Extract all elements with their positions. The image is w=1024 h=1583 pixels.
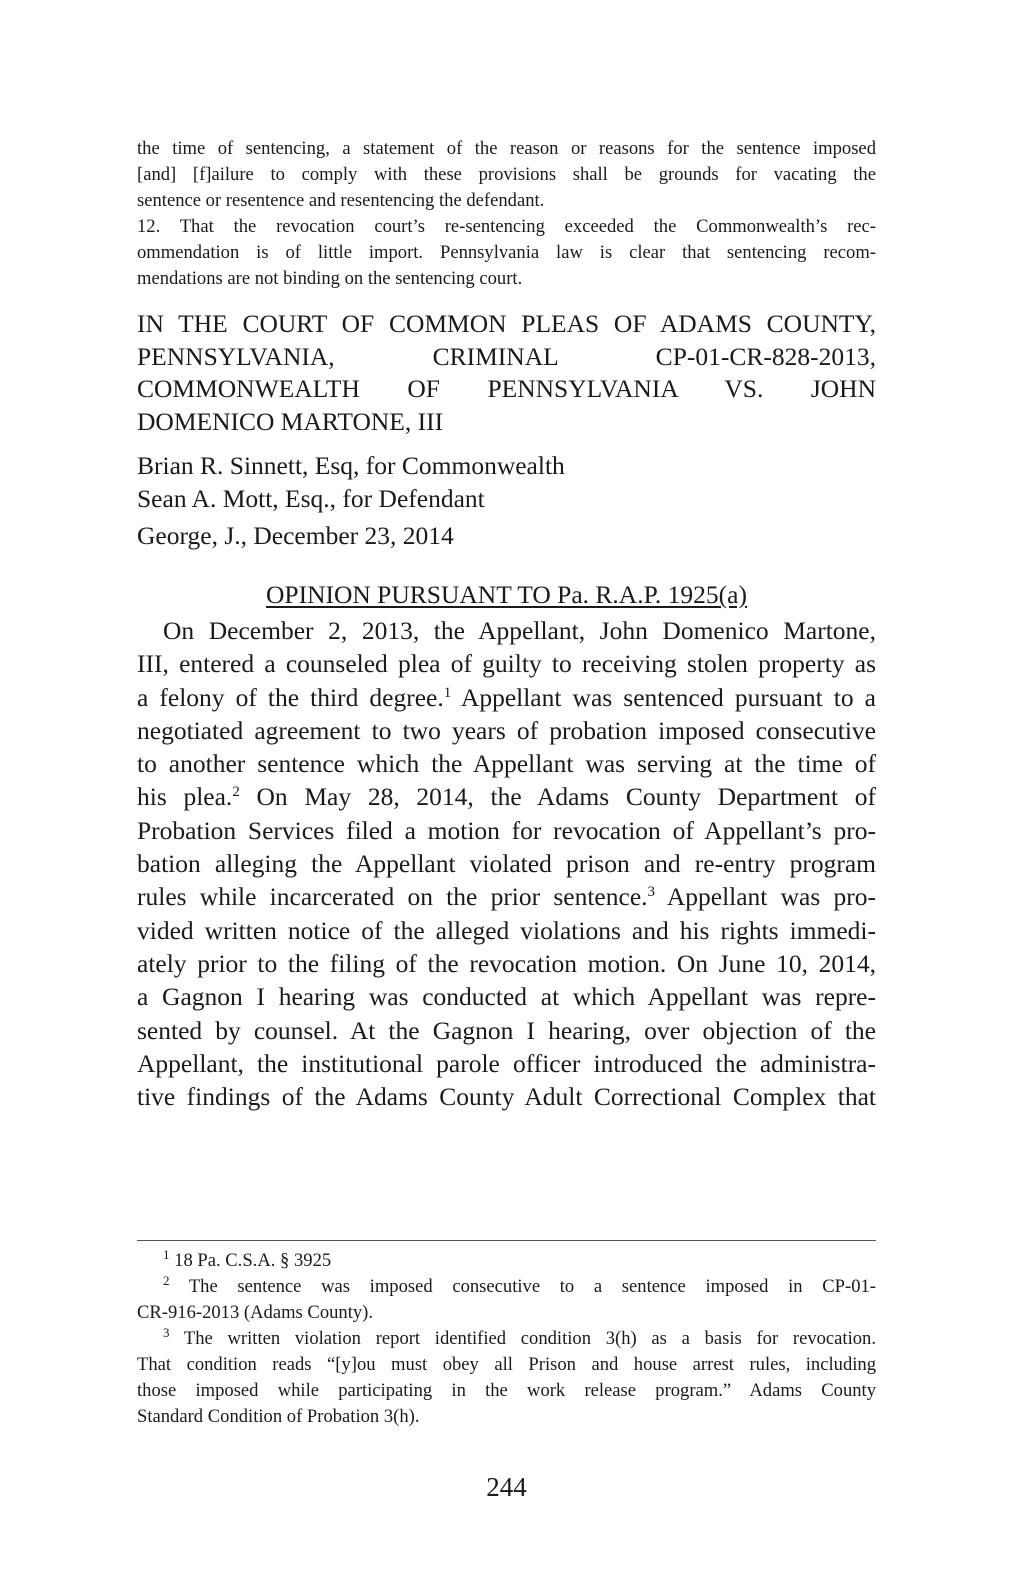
caption-line: DOMENICO MARTONE, III	[137, 406, 444, 436]
body-text-segment: Appellant was sentenced pursuant to a	[451, 682, 877, 712]
body-line: sented by counsel. At the Gagnon I hearing, over objection of the	[137, 1015, 876, 1045]
footnote-mark: 2	[163, 1273, 170, 1288]
judge-date-line: George, J., December 23, 2014	[137, 521, 454, 550]
footnote-3-cont: Standard Condition of Probation 3(h).	[137, 1406, 420, 1427]
page-number: 244	[486, 1472, 527, 1502]
footnote-3-cont: those imposed while participating in the work release program.” Adams County	[137, 1380, 876, 1401]
body-text-segment: his plea.	[137, 782, 233, 812]
note-line: 12. That the revocation court’s re-sentencing exceeded the Commonwealth’s rec-	[137, 216, 876, 237]
note-line: sentence or resentence and resentencing the defendant.	[137, 190, 545, 211]
body-line	[137, 780, 876, 813]
body-line: negotiated agreement to two years of probation imposed consecutive	[137, 715, 876, 745]
continued-footnotes	[137, 136, 876, 292]
body-line: bation alleging the Appellant violated prison and re-entry program	[137, 849, 876, 879]
body-line: Probation Services filed a motion for revocation of Appellant’s pro-	[137, 815, 876, 845]
body-line: tive findings of the Adams County Adult Correctional Complex that	[137, 1082, 876, 1112]
body-line: a Gagnon I hearing was conducted at which Appellant was repre-	[137, 982, 876, 1012]
footnote-text: 18 Pa. C.S.A. § 3925	[169, 1250, 332, 1271]
counsel-defendant: Sean A. Mott, Esq., for Defendant	[137, 484, 485, 513]
footnote-mark: 1	[163, 1247, 170, 1262]
body-text-segment: Appellant was pro-	[655, 882, 876, 912]
footnote-text: The sentence was imposed consecutive to a sentence imposed in CP-01-	[169, 1276, 876, 1297]
body-line: On December 2, 2013, the Appellant, John Domenico Martone,	[163, 616, 876, 645]
body-line: to another sentence which the Appellant was serving at the time of	[137, 749, 876, 779]
footnote-1	[137, 1248, 876, 1274]
case-caption	[137, 308, 876, 438]
footnote-3	[137, 1326, 876, 1352]
footnote-2-cont: CR-916-2013 (Adams County).	[137, 1302, 374, 1323]
body-line: III, entered a counseled plea of guilty to receiving stolen property as	[137, 649, 876, 679]
opinion-heading-text: OPINION PURSUANT TO Pa. R.A.P. 1925(a)	[265, 580, 747, 609]
counsel-listing	[137, 449, 876, 515]
note-line: the time of sentencing, a statement of the reason or reasons for the sentence imposed	[137, 138, 876, 159]
footnote-ref-1: 1	[443, 684, 452, 701]
body-line: vided written notice of the alleged violations and his rights immedi-	[137, 915, 876, 945]
footnote-ref-3: 3	[647, 884, 656, 901]
body-line	[137, 880, 876, 913]
counsel-commonwealth: Brian R. Sinnett, Esq, for Commonwealth	[137, 451, 565, 480]
note-line: ommendation is of little import. Pennsylvania law is clear that sentencing recom-	[137, 242, 876, 263]
body-line: ately prior to the filing of the revocation motion. On June 10, 2014,	[137, 948, 876, 978]
body-text-segment: On May 28, 2014, the Adams County Department of	[239, 782, 876, 812]
footnote-ref-2: 2	[232, 784, 240, 801]
caption-line: IN THE COURT OF COMMON PLEAS OF ADAMS COUNTY,	[137, 309, 876, 338]
footnote-mark: 3	[163, 1325, 170, 1340]
body-text-segment: rules while incarcerated on the prior sentence.	[137, 882, 648, 912]
opinion-heading	[137, 578, 876, 611]
body-line: Appellant, the institutional parole officer introduced the administra-	[137, 1048, 876, 1078]
caption-line: COMMONWEALTH OF PENNSYLVANIA VS. JOHN	[137, 374, 876, 403]
footnote-divider	[137, 1240, 876, 1241]
footnote-2	[137, 1274, 876, 1300]
body-text-segment: a felony of the third degree.	[137, 682, 444, 712]
footnote-text: The written violation report identified condition 3(h) as a basis for revocation.	[169, 1328, 876, 1349]
footnotes	[137, 1248, 876, 1430]
note-line: mendations are not binding on the sentencing court.	[137, 268, 523, 289]
note-line: [and] [f]ailure to comply with these provisions shall be grounds for vacating the	[137, 164, 876, 185]
document-page	[137, 0, 876, 1583]
footnote-3-cont: That condition reads “[y]ou must obey all Prison and house arrest rules, including	[137, 1354, 876, 1375]
opinion-body	[137, 614, 876, 1113]
body-line	[137, 681, 876, 714]
caption-line: PENNSYLVANIA, CRIMINAL CP-01-CR-828-2013,	[137, 341, 876, 371]
